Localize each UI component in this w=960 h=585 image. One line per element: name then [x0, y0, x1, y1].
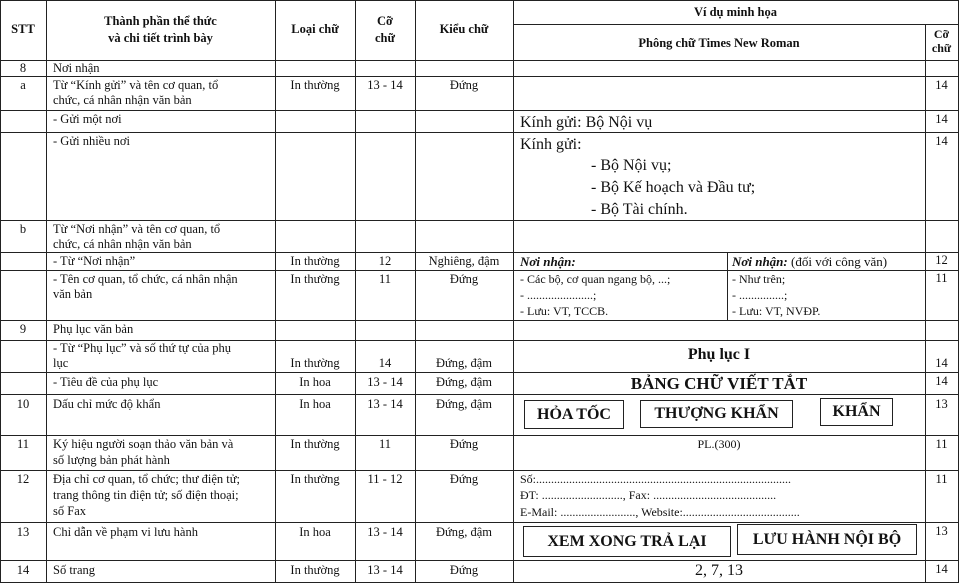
row-b2-example-right-line2: - ...............;: [732, 288, 788, 302]
header-font-style: Kiểu chữ: [439, 22, 489, 36]
row-14-size: 13 - 14: [367, 563, 403, 577]
row-b1-example-right: [732, 254, 887, 269]
row-9b-example-size: 14: [935, 374, 948, 388]
row-14-example: 2, 7, 13: [695, 562, 743, 579]
row-b2-name-line2: văn bản: [53, 287, 93, 301]
row-b2-example-size: 11: [935, 271, 948, 285]
row-8-stt: 8: [19, 61, 27, 75]
row-12-style: Đứng: [449, 472, 479, 486]
row-b1-name: - Từ “Nơi nhận”: [53, 254, 136, 268]
row-12-stt: 12: [16, 472, 30, 486]
row-9a-example-size: 14: [935, 356, 948, 370]
header-example: Ví dụ minh họa: [693, 5, 778, 19]
row-14-style: Đứng: [449, 563, 479, 577]
row-8-name: Nơi nhận: [53, 61, 100, 75]
row-11-name-line2: số lượng bản phát hành: [53, 453, 170, 467]
row-12-name-line3: số Fax: [53, 504, 86, 518]
row-a2-example-line2: - Bộ Nội vụ;: [591, 157, 672, 174]
row-a-size: 13 - 14: [367, 78, 403, 92]
row-a2-example-line3: - Bộ Kế hoạch và Đầu tư;: [591, 179, 756, 196]
row-9a-name-line1: - Từ “Phụ lục” và số thứ tự của phụ: [53, 341, 232, 355]
row-b2-style: Đứng: [449, 272, 479, 286]
row-b1-example-right-rest: (đối với công văn): [787, 254, 888, 269]
row-10-name: Dấu chỉ mức độ khẩn: [53, 397, 161, 411]
row-9b-example: BẢNG CHỮ VIẾT TẮT: [630, 374, 808, 393]
header-font-type: Loại chữ: [291, 22, 339, 36]
row-b1-type: In thường: [290, 254, 340, 268]
row-13-example-size: 13: [935, 524, 948, 538]
row-12-example-line3: E-Mail: ........................., Website:.......................................: [520, 505, 800, 519]
row-9-name: Phụ lục văn bản: [53, 322, 134, 336]
row-a2-example-line1: Kính gửi:: [520, 136, 582, 153]
row-9b-size: 13 - 14: [367, 375, 403, 389]
row-13-size: 13 - 14: [367, 525, 403, 539]
header-component-line1: Thành phần thể thức: [104, 14, 217, 28]
row-9b-type: In hoa: [299, 375, 331, 389]
row-b1-example-right-bold: Nơi nhận:: [732, 254, 788, 269]
row-12-type: In thường: [290, 472, 340, 486]
row-b2-example-left-line3: - Lưu: VT, TCCB.: [520, 304, 609, 318]
stamp-xem-xong-tra-lai: XEM XONG TRẢ LẠI: [523, 526, 731, 557]
row-a-name-line2: chức, cá nhân nhận văn bản: [53, 93, 192, 107]
header-font-size-line1: Cỡ: [377, 14, 393, 28]
row-10-stt: 10: [16, 397, 30, 411]
row-11-style: Đứng: [449, 437, 479, 451]
header-component-line2: và chi tiết trình bày: [108, 31, 213, 45]
row-10-style: Đứng, đậm: [435, 397, 493, 411]
row-a-style: Đứng: [449, 78, 479, 92]
header-example-font: Phông chữ Times New Roman: [638, 36, 800, 50]
row-11-name-line1: Ký hiệu người soạn thảo văn bản và: [53, 437, 234, 451]
row-12-example-size: 11: [935, 472, 948, 486]
row-11-stt: 11: [16, 437, 30, 451]
row-14-type: In thường: [290, 563, 340, 577]
row-9a-style: Đứng, đậm: [435, 356, 493, 370]
row-9a-name-line2: lục: [53, 356, 69, 370]
row-b1-style: Nghiêng, đậm: [428, 254, 500, 268]
row-12-name-line1: Địa chỉ cơ quan, tổ chức; thư điện tử;: [53, 472, 240, 486]
row-a2-example-line4: - Bộ Tài chính.: [591, 201, 688, 218]
row-b2-example-left-line1: - Các bộ, cơ quan ngang bộ, ...;: [520, 272, 671, 286]
row-11-example-size: 11: [935, 437, 948, 451]
row-12-size: 11 - 12: [367, 472, 403, 486]
row-12-example-line2: ĐT: ..........................., Fax: .........................................: [520, 488, 777, 502]
row-10-example-size: 13: [935, 397, 948, 411]
stamp-luu-hanh-noi-bo: LƯU HÀNH NỘI BỘ: [737, 524, 917, 555]
row-14-example-size: 14: [935, 562, 948, 576]
row-b2-size: 11: [378, 272, 392, 286]
row-a-stt: a: [20, 78, 26, 92]
row-11-example: PL.(300): [697, 437, 741, 451]
row-b-stt: b: [19, 222, 27, 236]
header-example-size-line1: Cỡ: [933, 27, 950, 41]
row-a-example-size: 14: [935, 78, 948, 92]
row-13-stt: 13: [16, 525, 30, 539]
row-13-style: Đứng, đậm: [435, 525, 493, 539]
row-14-stt: 14: [16, 563, 30, 577]
row-9b-style: Đứng, đậm: [435, 375, 493, 389]
row-b2-type: In thường: [290, 272, 340, 286]
row-a-name-line1: Từ “Kính gửi” và tên cơ quan, tổ: [53, 78, 219, 92]
row-b1-size: 12: [378, 254, 392, 268]
stamp-thuong-khan: THƯỢNG KHẨN: [640, 400, 793, 428]
row-13-type: In hoa: [299, 525, 331, 539]
stamp-hoa-toc: HỎA TỐC: [524, 400, 624, 429]
header-font-size-line2: chữ: [374, 31, 395, 45]
header-example-size-line2: chữ: [931, 41, 952, 55]
row-9a-type: In thường: [290, 356, 340, 370]
row-11-type: In thường: [290, 437, 340, 451]
row-a1-example: Kính gửi: Bộ Nội vụ: [520, 114, 653, 131]
row-10-size: 13 - 14: [367, 397, 403, 411]
row-b2-example-right-line1: - Như trên;: [732, 272, 786, 286]
row-13-name: Chỉ dẫn về phạm vi lưu hành: [53, 525, 198, 539]
row-b2-name-line1: - Tên cơ quan, tổ chức, cá nhân nhận: [53, 272, 238, 286]
row-a2-example-size: 14: [935, 134, 948, 148]
row-a2-name: - Gửi nhiều nơi: [53, 134, 130, 148]
row-a1-name: - Gửi một nơi: [53, 112, 122, 126]
stamp-khan: KHẨN: [820, 398, 893, 426]
row-9b-name: - Tiêu đề của phụ lục: [53, 375, 159, 389]
row-b2-example-right-line3: - Lưu: VT, NVĐP.: [732, 304, 821, 318]
row-b-name-line2: chức, cá nhân nhận văn bản: [53, 237, 192, 251]
row-b1-example-left: Nơi nhận:: [520, 254, 576, 269]
row-9-stt: 9: [19, 322, 27, 336]
row-10-type: In hoa: [299, 397, 331, 411]
row-12-example-line1: Số:.....................................................................................: [520, 472, 792, 486]
row-12-name-line2: trang thông tin điện tử; số điện thoại;: [53, 488, 239, 502]
row-a-type: In thường: [290, 78, 340, 92]
row-b1-example-size: 12: [935, 253, 948, 267]
header-stt: STT: [11, 22, 35, 36]
row-9a-size: 14: [378, 356, 392, 370]
row-b2-example-left-line2: - ......................;: [520, 288, 597, 302]
row-11-size: 11: [378, 437, 392, 451]
row-a1-example-size: 14: [935, 112, 948, 126]
row-14-name: Số trang: [53, 563, 96, 577]
row-b-name-line1: Từ “Nơi nhận” và tên cơ quan, tổ: [53, 222, 221, 236]
row-9a-example: Phụ lục I: [687, 346, 751, 363]
